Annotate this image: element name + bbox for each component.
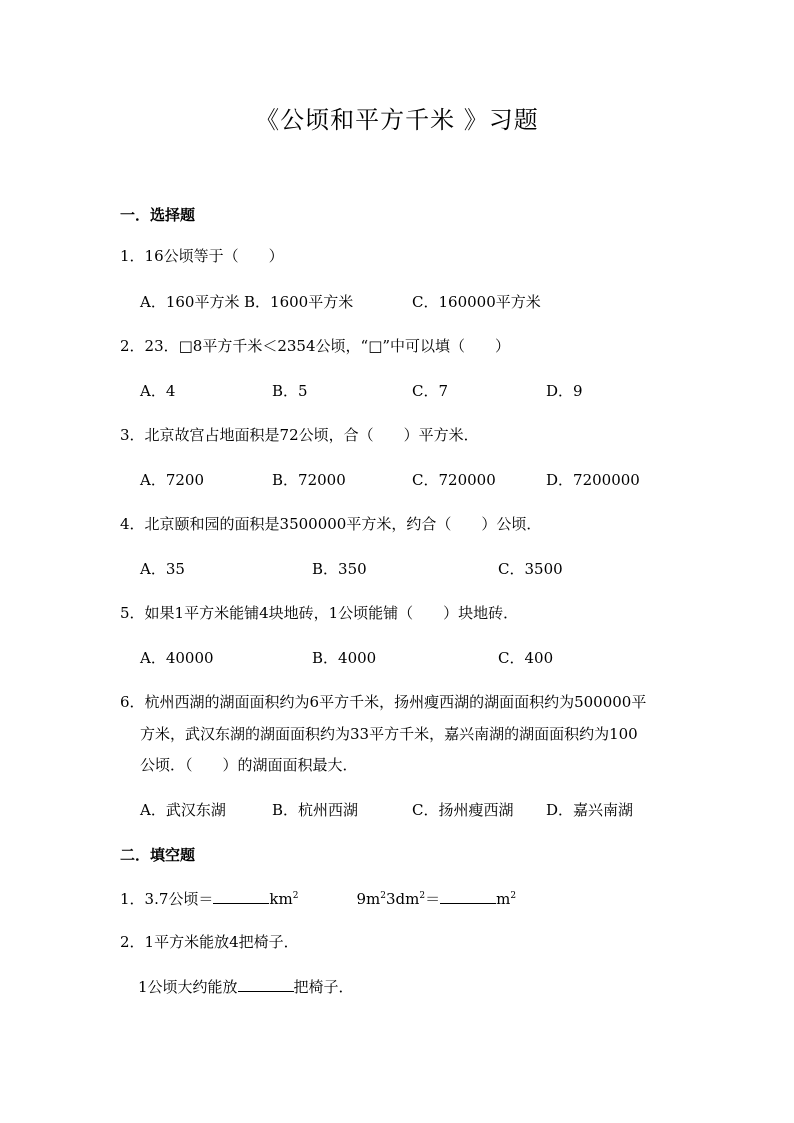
question-3-option-d: D．7200000 bbox=[546, 471, 640, 489]
question-6-line-3: 公顷．（ ）的湖面面积最大． bbox=[140, 756, 358, 774]
question-6-option-b: B．杭州西湖 bbox=[272, 801, 359, 819]
question-4-option-c: C．3500 bbox=[498, 560, 563, 578]
fill-question-1-part2-sup-a: 2 bbox=[380, 891, 386, 901]
fill-question-1-unit: km bbox=[269, 890, 293, 908]
fill-question-1-part2-eq: ＝ bbox=[425, 890, 441, 908]
fill-question-2-suffix: 把椅子． bbox=[293, 978, 354, 996]
answer-blank-1[interactable] bbox=[213, 889, 269, 904]
question-2-option-d: D．9 bbox=[546, 382, 583, 400]
question-1-option-b: B．1600平方米 bbox=[244, 293, 354, 311]
fill-question-1-unit2-sup: 2 bbox=[510, 891, 517, 901]
fill-question-2-line-2 bbox=[138, 977, 354, 997]
question-3-option-b: B．72000 bbox=[272, 471, 346, 489]
question-2-option-c: C．7 bbox=[412, 382, 449, 400]
question-1-option-c: C．160000平方米 bbox=[412, 293, 541, 311]
question-6-line-2: 方米，武汉东湖的湖面面积约为33平方千米，嘉兴南湖的湖面面积约为100 bbox=[140, 725, 638, 743]
fill-question-1-part2-sup-b: 2 bbox=[419, 891, 426, 901]
question-6-option-c: C．扬州瘦西湖 bbox=[412, 801, 514, 819]
fill-question-1 bbox=[120, 889, 516, 909]
section-heading-choice: 一．选择题 bbox=[120, 206, 196, 224]
fill-question-1-part2-a: 9m bbox=[356, 890, 381, 908]
question-6-line-1: 6．杭州西湖的湖面面积约为6平方千米，扬州瘦西湖的湖面面积约为500000平 bbox=[120, 693, 647, 711]
question-4-text: 4．北京颐和园的面积是3500000平方米，约合（ ）公顷． bbox=[120, 515, 542, 533]
question-4-option-a: A．35 bbox=[140, 560, 185, 578]
fill-question-1-unit-sup: 2 bbox=[292, 891, 299, 901]
question-5-option-a: A．40000 bbox=[140, 649, 214, 667]
question-3-option-c: C．720000 bbox=[412, 471, 496, 489]
fill-question-2-line-1: 2．1平方米能放4把椅子． bbox=[120, 933, 299, 951]
question-3-option-a: A．7200 bbox=[140, 471, 205, 489]
question-1-text: 1．16公顷等于（ ） bbox=[120, 247, 284, 265]
question-4-option-b: B．350 bbox=[312, 560, 367, 578]
question-1-option-a: A．160平方米 bbox=[140, 293, 240, 311]
question-2-option-a: A．4 bbox=[140, 382, 176, 400]
question-5-option-b: B．4000 bbox=[312, 649, 377, 667]
question-5-text: 5．如果1平方米能铺4块地砖，1公顷能铺（ ）块地砖． bbox=[120, 604, 519, 622]
answer-blank-3[interactable] bbox=[238, 977, 294, 992]
page-title: 《公顷和平方千米 》习题 bbox=[255, 106, 539, 134]
section-heading-fill: 二．填空题 bbox=[120, 846, 196, 864]
answer-blank-2[interactable] bbox=[440, 889, 496, 904]
question-5-option-c: C．400 bbox=[498, 649, 554, 667]
fill-question-1-part2-b: 3dm bbox=[385, 890, 420, 908]
question-3-text: 3．北京故宫占地面积是72公顷，合（ ）平方米． bbox=[120, 426, 479, 444]
fill-question-1-unit2: m bbox=[496, 890, 511, 908]
question-2-text: 2．23．□8平方千米＜2354公顷，“□”中可以填（ ） bbox=[120, 337, 511, 355]
question-6-option-d: D．嘉兴南湖 bbox=[546, 801, 634, 819]
question-6-option-a: A．武汉东湖 bbox=[140, 801, 226, 819]
fill-question-1-prefix: 1．3.7公顷＝ bbox=[120, 890, 214, 908]
fill-question-2-prefix: 1公顷大约能放 bbox=[138, 978, 238, 996]
question-2-option-b: B．5 bbox=[272, 382, 308, 400]
